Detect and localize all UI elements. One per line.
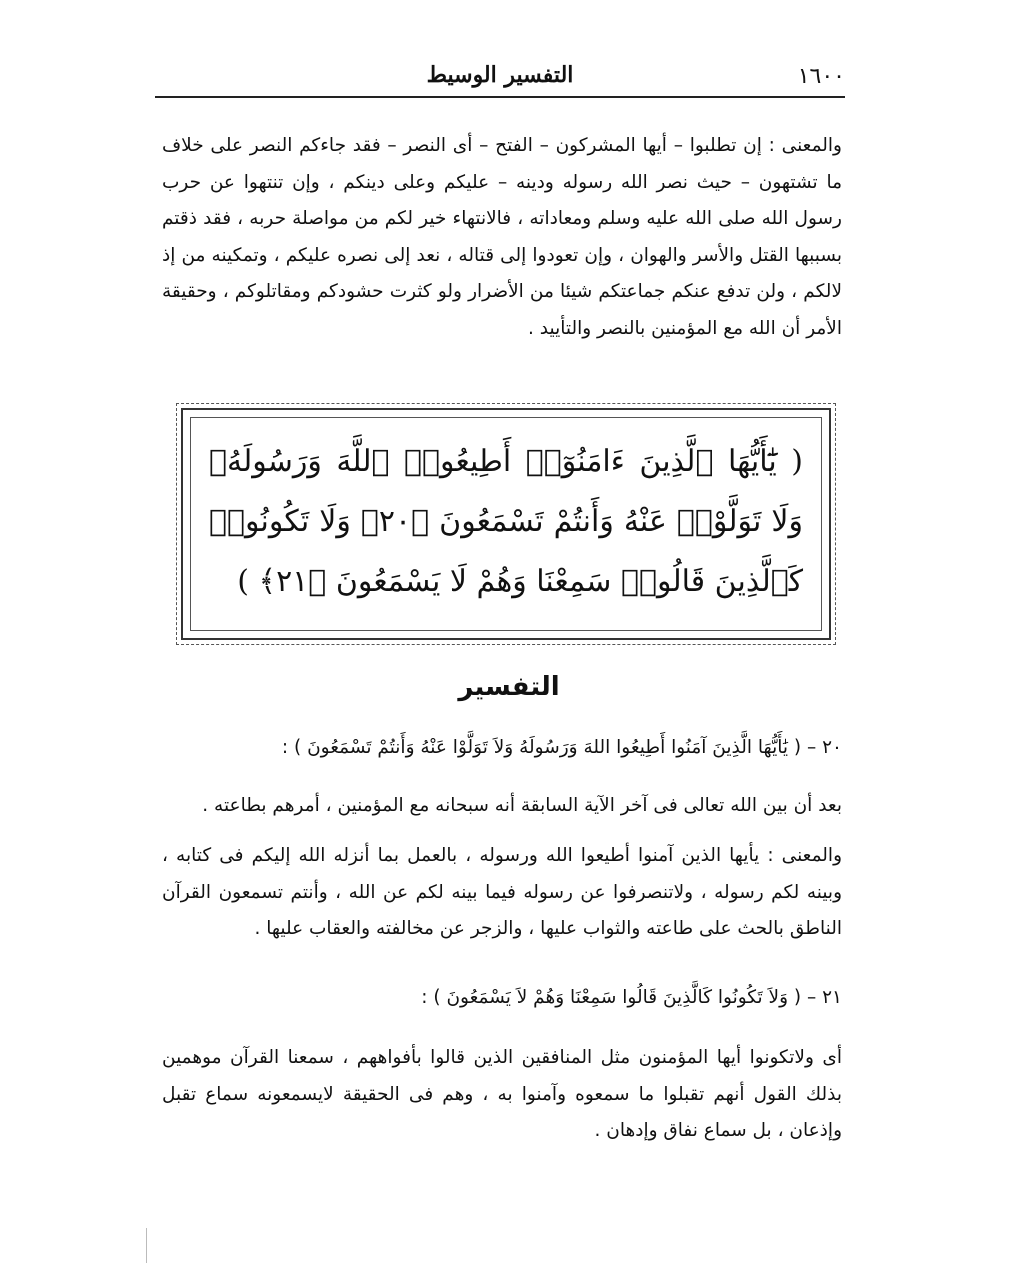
page-number: ١٦٠٠ bbox=[797, 64, 845, 89]
running-title: التفسير الوسيط bbox=[426, 62, 574, 88]
verse-box-inner-frame bbox=[190, 417, 822, 631]
verse-20-heading: ٢٠ – ( يَٰأَيُّهَا الَّذِينَ آمَنُوا أَطِيعُوا اللهَ وَرَسُولَهُ وَلاَ تَوَلَّوْا عَنْهُ وَأَنتُمْ تَسْمَعُونَ ) : bbox=[281, 737, 842, 758]
quran-verse-text: ( يَٰٓأَيُّهَا ٱلَّذِينَ ءَامَنُوٓا۟ أَطِيعُوا۟ ٱللَّهَ وَرَسُولَهُۥ وَلَا تَوَلَّوْا۟ عَنْهُ وَأَنتُمْ تَسْمَعُونَ ﴿٢٠﴾ وَلَا تَكُونُوا۟ كَٱلَّذِينَ قَالُوا۟ سَمِعْنَا وَهُمْ لَا يَسْمَعُونَ ﴿٢١﴾ ) bbox=[209, 444, 803, 599]
verse-20-explanation: والمعنى : يأيها الذين آمنوا أطيعوا الله ورسوله ، بالعمل بما أنزله الله إليكم فى كتابه ، وبينه لكم رسوله ، ولاتنصرفوا عن رسوله فيما بينه لكم عن الله ، وأنتم تسمعون القرآن الناطق بالحث على طاعته والثواب عليها ، والزجر عن مخالفته والعقاب عليها . bbox=[162, 845, 842, 939]
verse-21-heading: ٢١ – ( وَلاَ تَكُونُوا كَالَّذِينَ قَالُوا سَمِعْنَا وَهُمْ لاَ يَسْمَعُونَ ) : bbox=[421, 987, 842, 1008]
page-header bbox=[155, 60, 845, 98]
verse-21-explanation: أى ولاتكونوا أيها المؤمنون مثل المنافقين الذين قالوا بأفواههم ، سمعنا القرآن موهمين بذلك القول أنهم تقبلوا ما سمعوه وآمنوا به ، وهم فى الحقيقة لايسمعونه سماع تقبل وإذعان ، بل سماع نفاق وإدهان . bbox=[162, 1047, 842, 1141]
quran-verse-box bbox=[181, 408, 831, 640]
intro-paragraph: والمعنى : إن تطلبوا – أيها المشركون – الفتح – أى النصر – فقد جاءكم النصر على خلاف ما تشتهون – حيث نصر الله رسوله ودينه – عليكم وعلى دينكم ، وإن تنتهوا عن حرب رسول الله صلى الله عليه وسلم ومعاداته ، فالانتهاء خير لكم من مواصلة حربه ، فقد ذقتم بسببها القتل والأسر والهوان ، وإن تعودوا إلى قتاله ، نعد إلى نصره عليكم ، وتمكينه من إذ لالكم ، ولن تدفع عنكم جماعتكم شيئا من الأضرار ولو كثرت حشودكم ومقاتلوكم ، وحقيقة الأمر أن الله مع المؤمنين بالنصر والتأييد . bbox=[162, 135, 842, 339]
section-heading: التفسير bbox=[458, 672, 560, 702]
scan-margin-line bbox=[146, 1228, 147, 1263]
verse-20-intro: بعد أن بين الله تعالى فى آخر الآية السابقة أنه سبحانه مع المؤمنين ، أمرهم بطاعته . bbox=[202, 795, 842, 816]
